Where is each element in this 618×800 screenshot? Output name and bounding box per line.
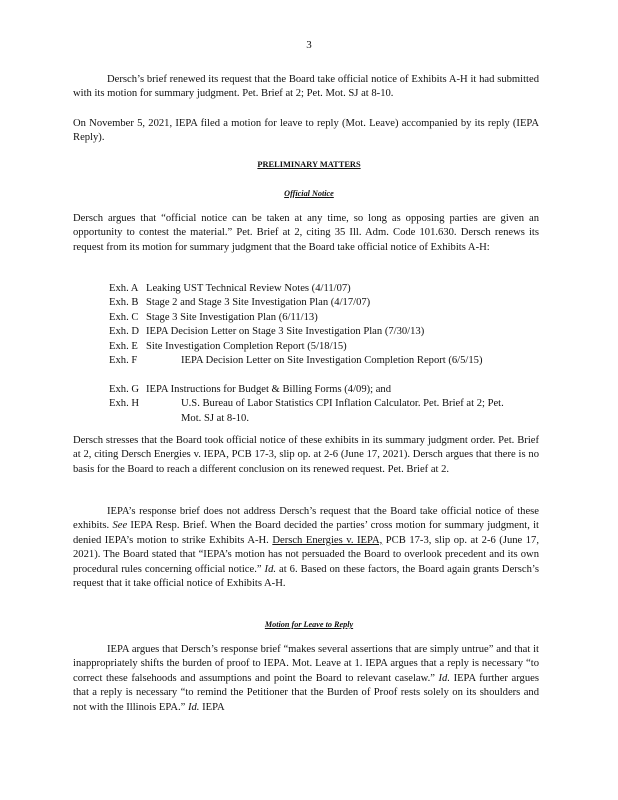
exhibit-description: Stage 3 Site Investigation Plan (6/11/13) [146, 311, 318, 323]
exhibit-description: IEPA Decision Letter on Site Investigation Completion Report (6/5/15) [181, 354, 483, 366]
exhibit-description: IEPA Instructions for Budget & Billing Forms (4/09); and [146, 383, 392, 395]
paragraph-board-took-notice: Dersch stresses that the Board took official notice of these exhibits in its summary judgment order. Pet. Brief at 2, citing Dersch Energies v. IEPA, PCB 17-3, slip op. at 2-6 (June 17, 2021). Dersch argues that there is no basis for the Board to reach a different conclusion on its renewed request. Pet. Brief at 2. [73, 435, 539, 475]
exhibit-item [109, 325, 509, 339]
exhibit-label: Exh. A [109, 283, 139, 294]
exhibit-label: Exh. H [109, 398, 140, 410]
paragraph-renewed-request: Dersch’s brief renewed its request that the Board take official notice of Exhibits A-H it had submitted with its motion for summary judgment. Pet. Brief at 2; Pet. Mot. SJ at 8-10. [73, 74, 539, 100]
exhibit-list [109, 282, 509, 426]
citation-id: Id. [264, 563, 277, 575]
text-segment: IEPA Resp. Brief. When the Board decided the parties’ cross motion for summary judgment, it denied IEPA’s motion to strike Exhibits A-H. [73, 520, 539, 546]
signal-see: See [112, 520, 128, 532]
page-number: 3 [306, 39, 312, 51]
exhibit-label: Exh. C [109, 311, 139, 323]
exhibit-label: Exh. F [109, 354, 138, 366]
text-segment: IEPA [202, 701, 225, 713]
exhibit-label: Exh. E [109, 340, 138, 352]
exhibit-item [109, 397, 509, 426]
exhibit-item [109, 383, 509, 397]
citation-id: Id. [187, 701, 200, 713]
exhibit-description: U.S. Bureau of Labor Statistics CPI Inflation Calculator. Pet. Brief at 2; Pet. Mot. SJ at 8-10. [181, 398, 504, 424]
exhibit-item [109, 282, 509, 296]
exhibit-label: Exh. D [109, 326, 140, 338]
text-segment: PCB 17-3, slip op. at 2-6 (June 17, 2021). The Board stated that “IEPA’s motion has not persuaded the Board to overlook precedent and its own procedural rules concerning official notice.” [73, 534, 540, 575]
heading-preliminary-matters: PRELIMINARY MATTERS [257, 160, 361, 169]
exhibit-description: IEPA Decision Letter on Stage 3 Site Investigation Plan (7/30/13) [146, 326, 425, 338]
text-segment: at 6. Based on these factors, the Board again grants Dersch’s request that it take official notice of Exhibits A-H. [73, 563, 539, 590]
exhibit-item [109, 311, 509, 325]
case-citation: Dersch Energies v. IEPA, [272, 534, 383, 546]
exhibit-label: Exh. G [109, 383, 140, 395]
paragraph-iepa-response [73, 505, 539, 591]
exhibit-label: Exh. B [109, 297, 139, 309]
text-segment: IEPA’s response brief does not address Dersch’s request that the Board take official notice of these exhibits. [73, 506, 539, 532]
text-segment: IEPA argues that Dersch’s response brief “makes several assertions that are simply untrue” and that it inappropriately shifts the burden of proof to IEPA. Mot. Leave at 1. IEPA argues that a reply is necessary “to correct these falsehoods and assumptions and point the Board to relevant caselaw.” [73, 644, 539, 684]
paragraph-motion-for-leave-filed: On November 5, 2021, IEPA filed a motion for leave to reply (Mot. Leave) accompanied by its reply (IEPA Reply). [73, 118, 539, 144]
exhibit-description: Stage 2 and Stage 3 Site Investigation Plan (4/17/07) [146, 297, 371, 309]
exhibit-item [109, 340, 509, 354]
heading-motion-for-leave-to-reply: Motion for Leave to Reply [264, 620, 354, 629]
text-segment: IEPA further argues that a reply is necessary “to remind the Petitioner that the Burden of Proof rests solely on its shoulders and not with the Illinois EPA.” [73, 672, 539, 713]
heading-official-notice: Official Notice [284, 189, 334, 198]
exhibit-item [109, 354, 509, 383]
exhibit-description: Site Investigation Completion Report (5/18/15) [146, 340, 347, 352]
paragraph-official-notice-argument: Dersch argues that “official notice can be taken at any time, so long as opposing parties are given an opportunity to contest the material.” Pet. Brief at 2, citing 35 Ill. Adm. Code 101.630. Dersch renews its request from its motion for summary judgment that the Board take official notice of Exhibits A-H: [73, 213, 539, 253]
citation-id: Id. [438, 672, 450, 684]
exhibit-item [109, 296, 509, 310]
exhibit-description: Leaking UST Technical Review Notes (4/11/07) [146, 283, 351, 294]
paragraph-iepa-argues [73, 643, 539, 715]
